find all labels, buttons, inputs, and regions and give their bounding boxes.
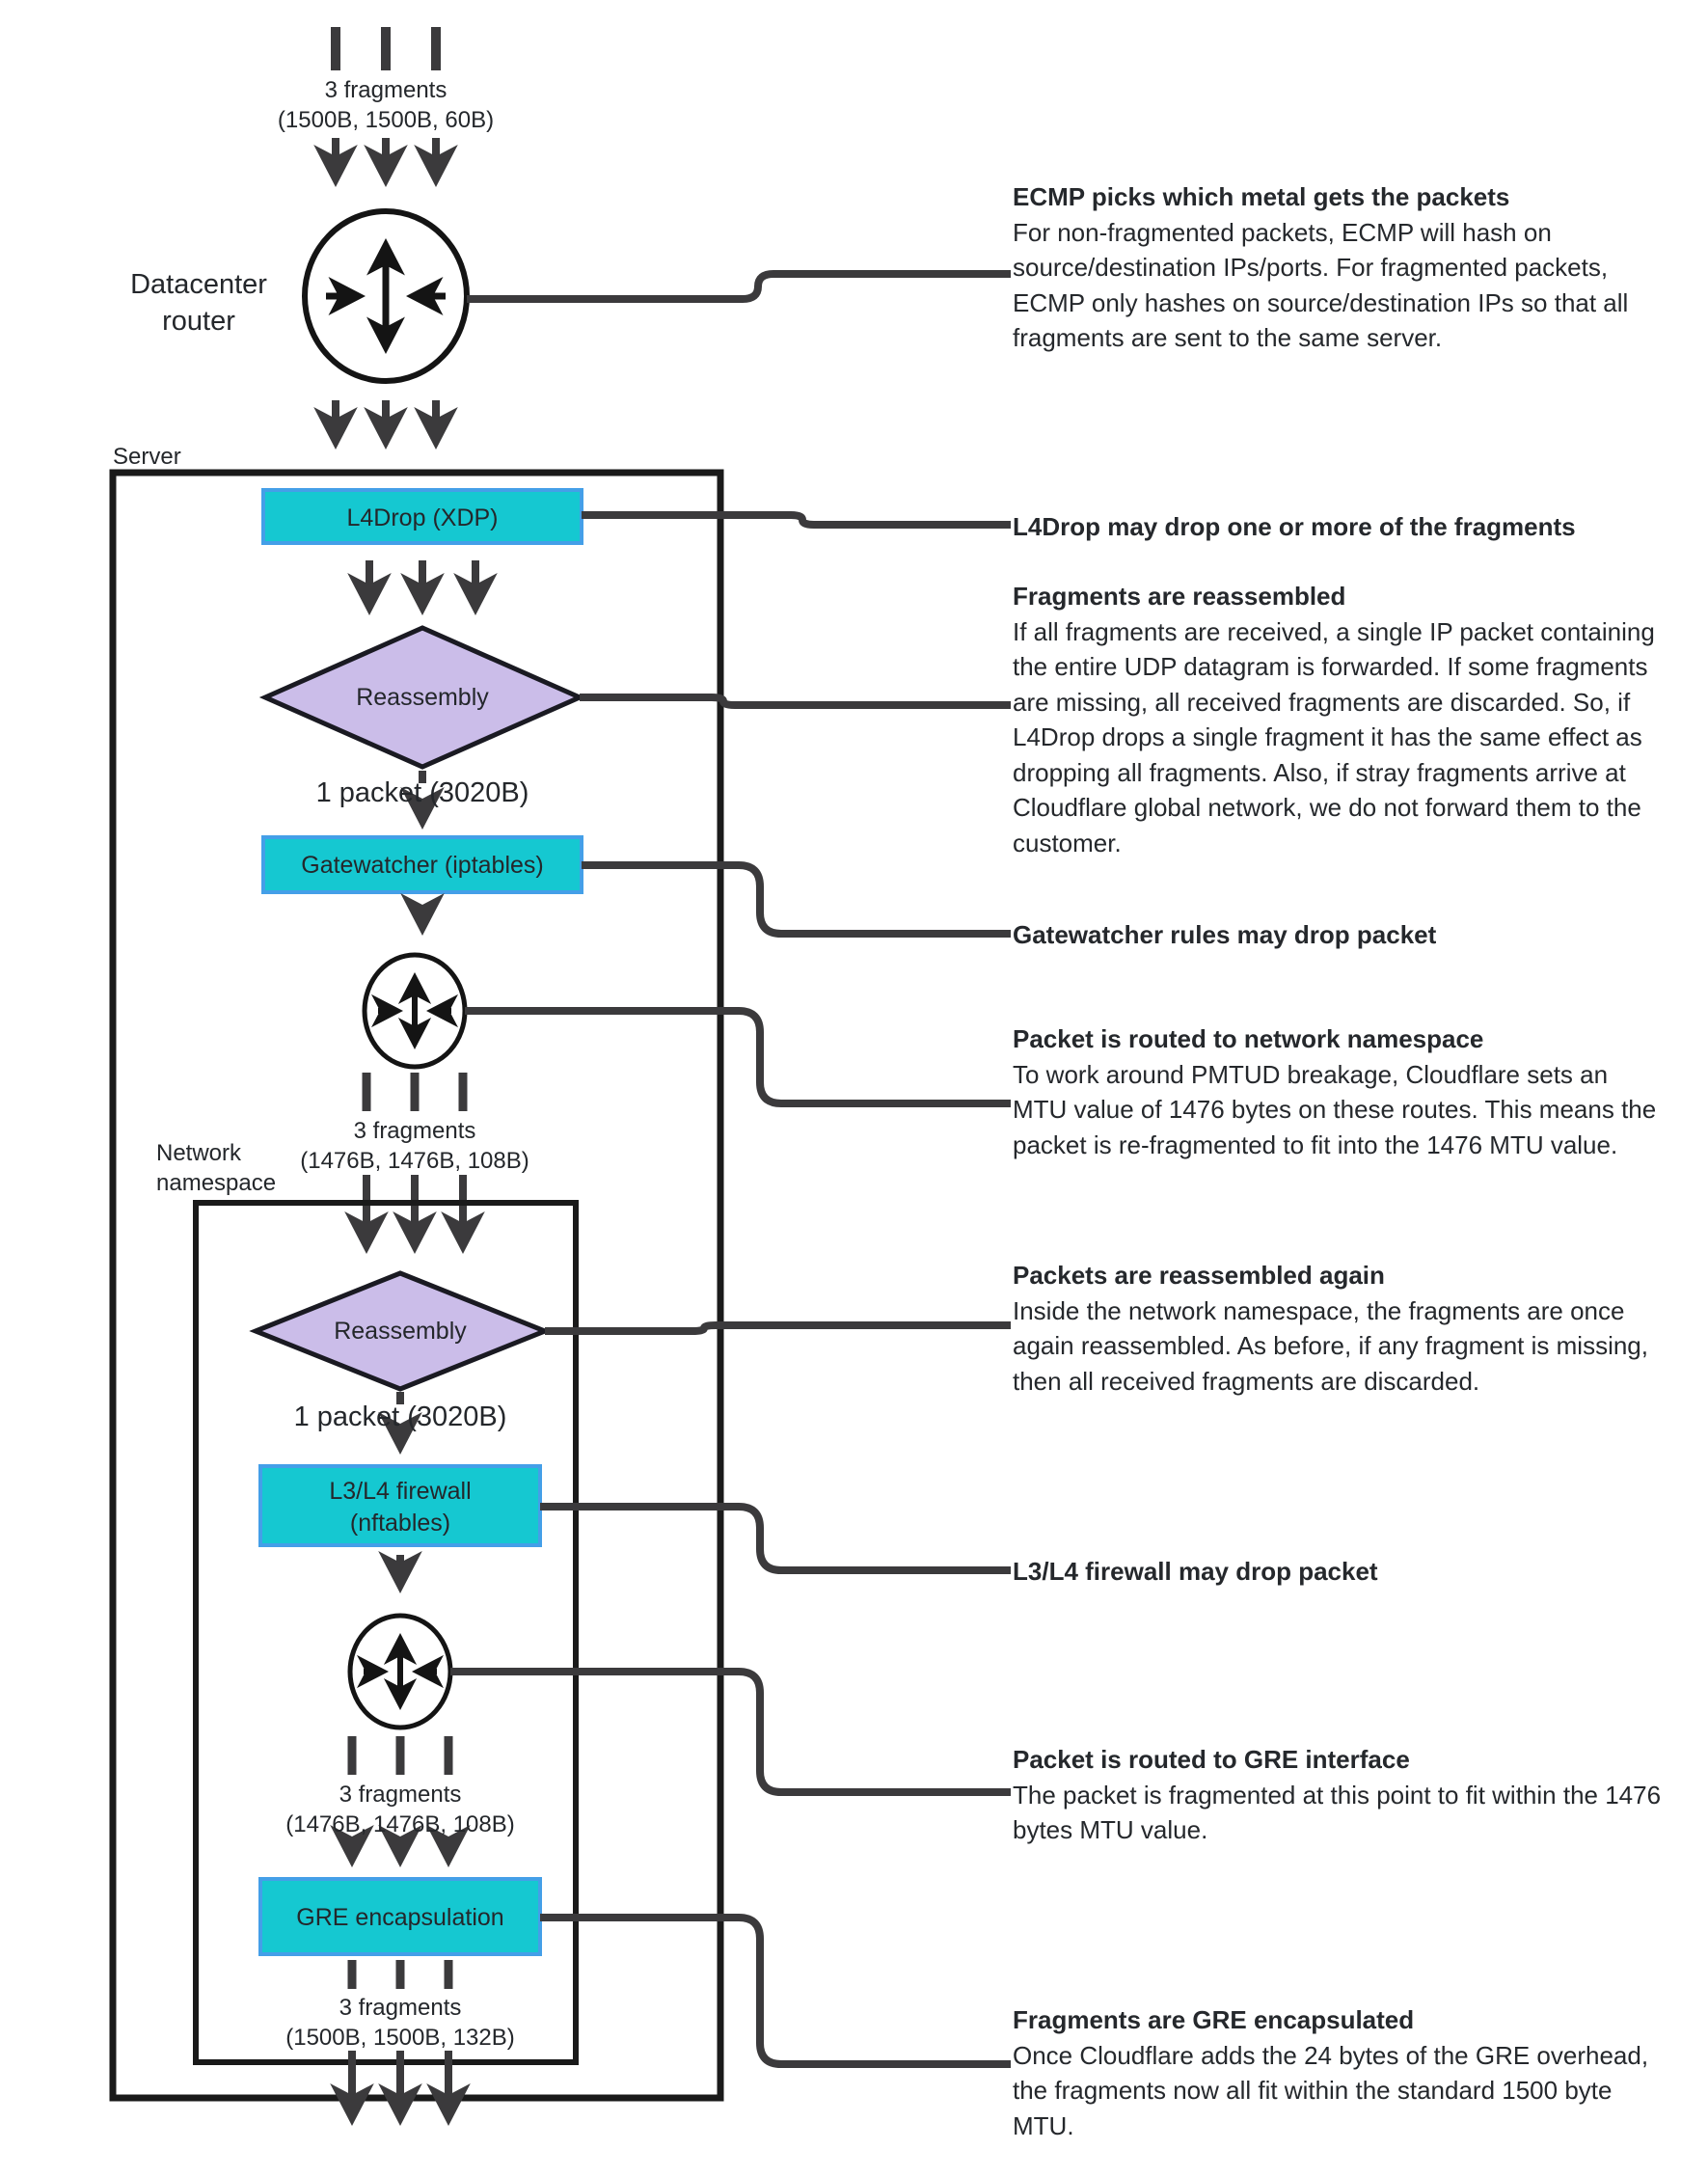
annotation-body: Inside the network namespace, the fragments are once again reassembled. As before, if any fragment is missing, then all received fragments are discarded. [1013,1295,1648,1396]
server-fragments-label [300,1116,529,1176]
annotation-route-gre [1013,1742,1668,1848]
annotation-heading: Gatewatcher rules may drop packet [1013,920,1437,949]
annotation-body: Once Cloudflare adds the 24 bytes of the GRE overhead, the fragments now all fit within the standard 1500 byte MTU. [1013,2040,1649,2140]
connector-firewall [540,1507,1011,1570]
firewall-line2: (nftables) [349,1510,451,1537]
arrows-to-reassembly-icon [369,560,475,608]
annotation-body: The packet is fragmented at this point to fit within the 1476 bytes MTU value. [1013,1780,1662,1844]
incoming-fragments-line2: (1500B, 1500B, 60B) [277,107,495,133]
annotation-route-namespace [1013,1021,1668,1162]
incoming-fragment-dashes-icon [336,27,436,70]
annotation-gatewatcher [1013,917,1668,953]
annotation-reassembled [1013,579,1668,860]
annotation-heading: ECMP picks which metal gets the packets [1013,182,1510,211]
annotation-gre-encapsulated [1013,2002,1668,2143]
connector-l4drop [582,515,1011,525]
datacenter-router-line2: router [162,306,235,337]
datacenter-router-label [130,266,267,340]
annotation-body: For non-fragmented packets, ECMP will hash on source/destination IPs/ports. For fragmented packets, ECMP only hashes on source/destination IPs so that all fragments are sent to the same server. [1013,217,1629,352]
connector-route-gre [450,1672,1011,1792]
outgoing-fragments-line2: (1500B, 1500B, 132B) [285,2025,515,2051]
annotation-heading: Fragments are reassembled [1013,582,1346,611]
incoming-fragments-line1: 3 fragments [324,77,447,103]
connector-reassembly2 [545,1325,1011,1331]
datacenter-router-icon [305,211,467,381]
annotation-l4drop [1013,509,1668,545]
firewall-line1: L3/L4 firewall [329,1478,472,1505]
annotation-heading: L4Drop may drop one or more of the fragments [1013,512,1576,541]
l4drop-label: L4Drop (XDP) [346,504,499,531]
arrows-into-gre-icon [352,1838,448,1860]
reassembly1-label: Reassembly [356,684,489,711]
namespace-fragments-line2: (1476B, 1476B, 108B) [285,1811,515,1837]
firewall-label [329,1476,471,1539]
annotation-heading: Fragments are GRE encapsulated [1013,2005,1415,2034]
outgoing-fragment-dashes-icon [352,1960,448,1989]
annotation-body: If all fragments are received, a single IP packet containing the entire UDP datagram is forwarded. If some fragments are missing, all received fragments are discarded. So, if L4Drop drops a single fragment it has the same effect as dropping all fragments. Also, if stray fragments arrive at Cloudflare global network, we do not forward them to the customer. [1013,616,1655,857]
connector-route-namespace [465,1011,1011,1103]
annotation-body: To work around PMTUD breakage, Cloudflare sets an MTU value of 1476 bytes on these routes. This means the packet is re-fragmented to fit into the 1476 MTU value. [1013,1059,1657,1159]
connector-reassembly1 [580,697,1011,705]
connector-ecmp [467,274,1011,299]
packet2-label: 1 packet (3020B) [293,1401,507,1432]
annotation-heading: Packet is routed to GRE interface [1013,1745,1410,1774]
annotation-firewall [1013,1554,1668,1590]
server-label: Server [113,444,181,470]
datacenter-router-line1: Datacenter [130,269,267,300]
network-namespace-label [156,1138,276,1198]
namespace-fragments-label [285,1780,515,1839]
network-namespace-line2: namespace [156,1170,277,1196]
gre-label: GRE encapsulation [296,1904,504,1931]
annotation-heading: Packets are reassembled again [1013,1261,1385,1290]
server-fragments-line2: (1476B, 1476B, 108B) [300,1148,529,1174]
outgoing-fragments-line1: 3 fragments [339,1995,462,2021]
route-to-namespace-router-icon [365,955,465,1067]
reassembly2-label: Reassembly [334,1318,467,1345]
gatewatcher-label: Gatewatcher (iptables) [301,852,544,879]
arrows-into-server-icon [336,400,436,442]
connector-gatewatcher [582,865,1011,934]
annotation-ecmp [1013,179,1668,356]
gre-fragment-dashes-icon [352,1736,448,1775]
packet1-label: 1 packet (3020B) [315,777,529,808]
annotation-heading: L3/L4 firewall may drop packet [1013,1557,1378,1586]
mid-fragment-dashes-icon [366,1073,463,1111]
arrows-into-router-icon [336,138,436,179]
connector-gre [540,1918,1011,2064]
arrows-into-namespace-icon [366,1175,463,1246]
route-to-gre-router-icon [350,1616,450,1728]
network-namespace-line1: Network [156,1140,242,1166]
outgoing-fragments-label [285,1993,515,2053]
annotation-reassembled-again [1013,1258,1668,1399]
namespace-fragments-line1: 3 fragments [339,1782,462,1808]
server-fragments-line1: 3 fragments [353,1118,476,1144]
annotation-heading: Packet is routed to network namespace [1013,1024,1484,1053]
incoming-fragments-label [278,75,494,135]
